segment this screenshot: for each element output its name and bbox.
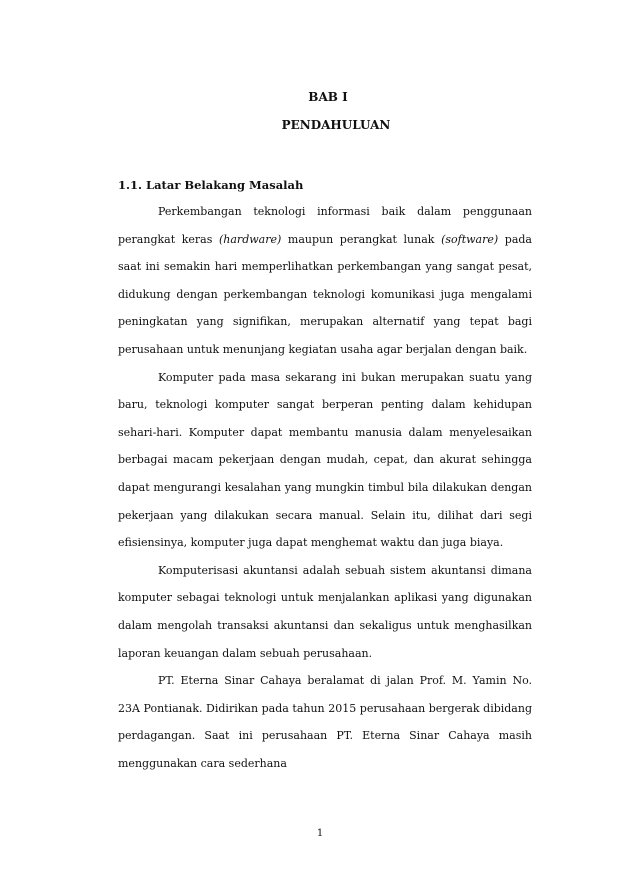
- paragraph-1: [118, 198, 532, 364]
- paragraph-1-italic-software: (software): [441, 232, 499, 246]
- paragraph-1-italic-hardware: (hardware): [219, 232, 282, 246]
- paragraph-1-text-c: pada saat ini semakin hari memperlihatkan perkembangan yang sangat pesat, didukung dengan perkembangan teknologi komunikasi juga mengalami peningkatan yang signifikan, merupakan alternatif yang tepat bagi perusahaan untuk menunjang kegiatan usaha agar berjalan dengan baik.: [118, 232, 532, 356]
- body-text: [118, 198, 532, 777]
- chapter-title: PENDAHULUAN: [281, 118, 391, 132]
- paragraph-1-text-a: Perkembangan teknologi informasi baik dalam penggunaan perangkat keras: [118, 205, 532, 246]
- paragraph-2: Komputer pada masa sekarang ini bukan merupakan suatu yang baru, teknologi komputer sangat berperan penting dalam kehidupan sehari-hari. Komputer dapat membantu manusia dalam menyelesaikan berbagai macam pekerjaan dengan mudah, cepat, dan akurat sehingga dapat mengurangi kesalahan yang mungkin timbul bila dilakukan dengan pekerjaan yang dilakukan secara manual. Selain itu, dilihat dari segi efisiensinya, komputer juga dapat menghemat waktu dan juga biaya.: [118, 370, 532, 550]
- section-heading: 1.1. Latar Belakang Masalah: [118, 178, 304, 192]
- paragraph-3: Komputerisasi akuntansi adalah sebuah sistem akuntansi dimana komputer sebagai teknologi untuk menjalankan aplikasi yang digunakan dalam mengolah transaksi akuntansi dan sekaligus untuk menghasilkan laporan keuangan dalam sebuah perusahaan.: [118, 563, 532, 660]
- page-number: 1: [316, 828, 324, 839]
- chapter-number: BAB I: [308, 90, 348, 104]
- paragraph-1-text-b: maupun perangkat lunak: [281, 232, 442, 246]
- paragraph-4: PT. Eterna Sinar Cahaya beralamat di jalan Prof. M. Yamin No. 23A Pontianak. Didirikan pada tahun 2015 perusahaan bergerak dibidang perdagangan. Saat ini perusahaan PT. Eterna Sinar Cahaya masih menggunakan cara sederhana: [118, 674, 532, 770]
